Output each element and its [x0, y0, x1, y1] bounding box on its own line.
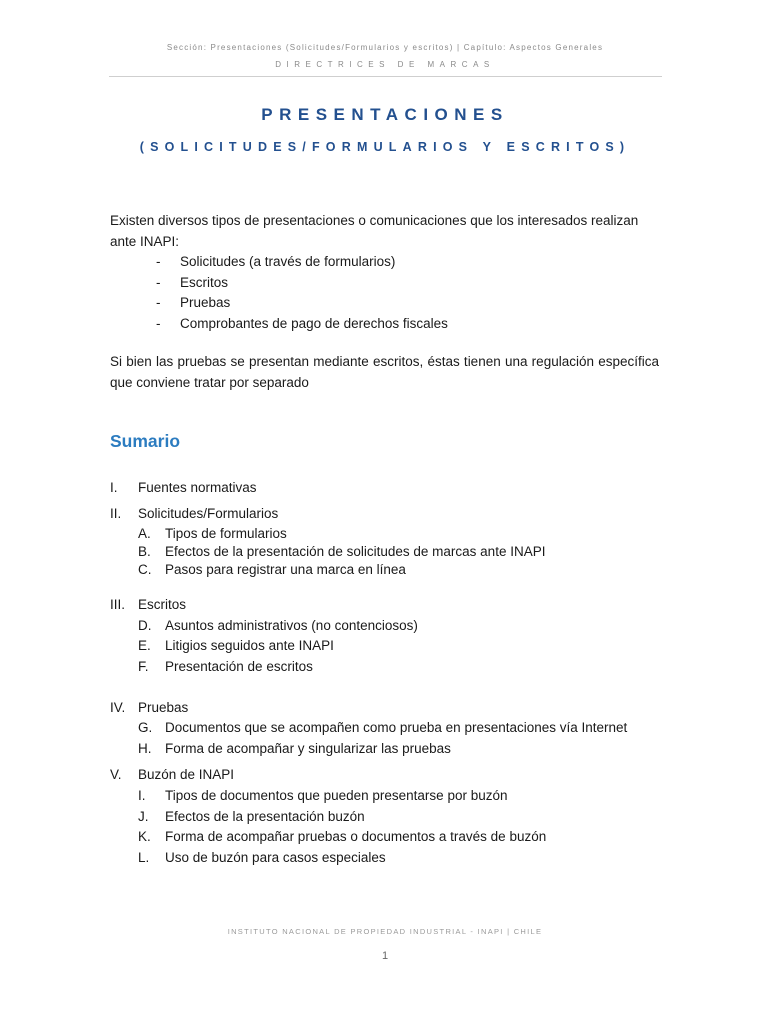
- toc-letter: K.: [138, 829, 151, 844]
- toc-subsection: [138, 719, 627, 737]
- presentation-types-list: [156, 252, 448, 334]
- toc-letter: J.: [138, 809, 149, 824]
- toc-label: Tipos de formularios: [165, 526, 287, 541]
- toc-section: [110, 596, 186, 614]
- toc-label: Uso de buzón para casos especiales: [165, 850, 386, 865]
- toc-label: Forma de acompañar pruebas o documentos a través de buzón: [165, 829, 547, 844]
- toc-number: V.: [110, 767, 122, 782]
- toc-subsection: [138, 787, 507, 805]
- intro-paragraph: Existen diversos tipos de presentaciones o comunicaciones que los interesados realizan ante INAPI:: [110, 213, 639, 249]
- toc-label: Escritos: [138, 597, 187, 612]
- page-subtitle: (SOLICITUDES/FORMULARIOS Y ESCRITOS): [139, 140, 631, 154]
- toc-letter: H.: [138, 741, 152, 756]
- toc-subsection: [138, 543, 545, 561]
- toc-label: Tipos de documentos que pueden presentarse por buzón: [165, 788, 508, 803]
- list-item-text: Solicitudes (a través de formularios): [180, 254, 396, 269]
- list-item-text: Comprobantes de pago de derechos fiscales: [180, 315, 448, 331]
- toc-letter: F.: [138, 659, 149, 674]
- toc-label: Fuentes normativas: [138, 480, 257, 495]
- page-title: PRESENTACIONES: [261, 105, 509, 124]
- toc-subsection: [138, 740, 451, 758]
- sumario-heading: Sumario: [110, 431, 181, 451]
- running-header-document: DIRECTRICES DE MARCAS: [275, 60, 495, 69]
- header-divider: [109, 76, 662, 77]
- bullet-marker: -: [156, 254, 161, 269]
- toc-letter: C.: [138, 562, 152, 577]
- toc-subsection: [138, 849, 386, 867]
- page-number: 1: [381, 950, 389, 962]
- toc-letter: D.: [138, 618, 152, 633]
- bullet-marker: -: [156, 274, 161, 290]
- running-header-section: Sección: Presentaciones (Solicitudes/Formularios y escritos) | Capítulo: Aspectos Generales: [166, 43, 604, 52]
- toc-label: Litigios seguidos ante INAPI: [165, 638, 334, 653]
- toc-subsection: [138, 637, 334, 655]
- toc-label: Documentos que se acompañen como prueba en presentaciones vía Internet: [165, 720, 628, 735]
- toc-label: Efectos de la presentación de solicitudes de marcas ante INAPI: [165, 544, 546, 559]
- toc-label: Solicitudes/Formularios: [138, 506, 279, 521]
- toc-label: Asuntos administrativos (no contenciosos): [165, 618, 418, 633]
- toc-label: Presentación de escritos: [165, 659, 313, 674]
- toc-section: [110, 505, 278, 523]
- bullet-marker: -: [156, 295, 161, 310]
- toc-letter: G.: [138, 720, 153, 735]
- toc-letter: B.: [138, 544, 151, 559]
- note-paragraph: Si bien las pruebas se presentan mediante escritos, éstas tienen una regulación específica que conviene tratar por separado: [110, 354, 659, 390]
- list-item: [156, 293, 448, 314]
- toc-number: IV.: [110, 700, 126, 715]
- toc-number: I.: [110, 480, 118, 495]
- page-footer: INSTITUTO NACIONAL DE PROPIEDAD INDUSTRIAL - INAPI | CHILE: [227, 927, 543, 936]
- toc-letter: A.: [138, 526, 151, 541]
- toc-subsection: [138, 525, 287, 543]
- toc-label: Pruebas: [138, 700, 189, 715]
- toc-label: Pasos para registrar una marca en línea: [165, 562, 406, 577]
- toc-label: Efectos de la presentación buzón: [165, 809, 365, 824]
- list-item-text: Pruebas: [180, 295, 231, 310]
- list-item: [156, 314, 448, 335]
- list-item: [156, 252, 448, 273]
- toc-letter: E.: [138, 638, 151, 653]
- toc-letter: L.: [138, 850, 150, 865]
- list-item: [156, 273, 448, 294]
- bullet-marker: -: [156, 315, 161, 331]
- toc-subsection: [138, 808, 365, 826]
- toc-subsection: [138, 617, 418, 635]
- list-item-text: Escritos: [180, 274, 229, 290]
- toc-number: II.: [110, 506, 122, 521]
- toc-letter: I.: [138, 788, 146, 803]
- toc-label: Forma de acompañar y singularizar las pruebas: [165, 741, 451, 756]
- toc-subsection: [138, 828, 546, 846]
- toc-section: [110, 699, 188, 717]
- toc-subsection: [138, 658, 313, 676]
- toc-subsection: [138, 561, 406, 579]
- toc-label: Buzón de INAPI: [138, 767, 235, 782]
- toc-section: [110, 479, 257, 497]
- toc-section: [110, 766, 234, 784]
- toc-number: III.: [110, 597, 126, 612]
